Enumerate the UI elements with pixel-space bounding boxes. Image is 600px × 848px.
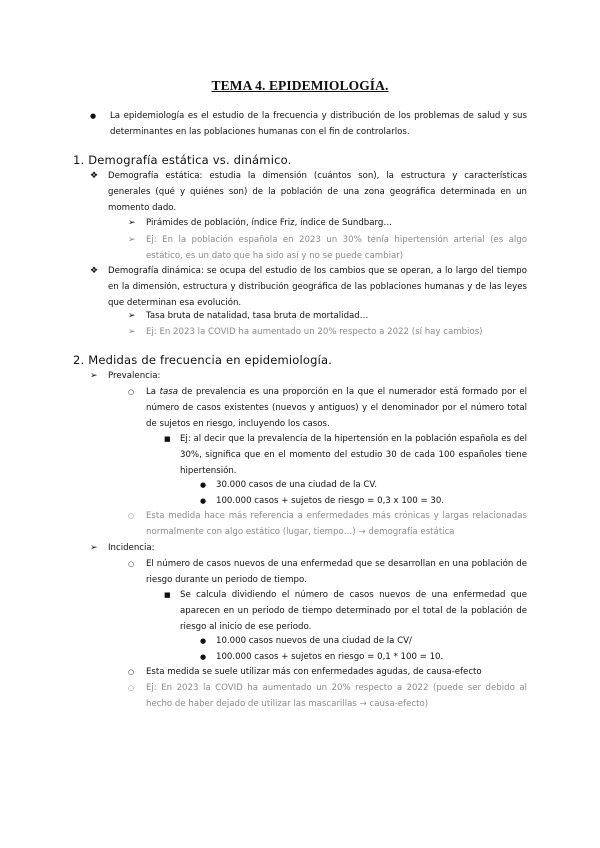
arrow-bullet-icon: ➢ [90,371,98,381]
section-heading-1: 1. Demografía estática vs. dinámico. [73,153,292,167]
tasa-emphasis: tasa [159,387,179,397]
prevalencia-note: Esta medida hace más referencia a enfermedades más crónicas y largas relacionadas normalmente con algo estático (lugar, tiempo…) → demografía estática [146,511,527,537]
incidencia-note-1: Esta medida se suele utilizar más con enfermedades agudas, de causa-efecto [146,667,482,677]
circle-bullet-icon: ○ [128,668,135,676]
dinamica-item-1: Tasa bruta de natalidad, tasa bruta de mortalidad… [146,311,369,321]
bullet-dot-icon: ● [200,497,207,505]
prevalencia-example: Ej: al decir que la prevalencia de la hipertensión en la población española es del 30%, significa que en el momento del estudio 30 de cada 100 españoles tiene hipertensión. [180,434,527,476]
diamond-bullet-icon: ❖ [90,266,99,276]
diamond-bullet-icon: ❖ [90,171,99,181]
prevalencia-definition: La tasa de prevalencia es una proporción en la que el numerador está formado por el número de casos existentes (nuevos y antiguos) y el denominador por el número total de sujetos en riesgo, incluyendo los casos. [146,387,527,429]
square-bullet-icon: ■ [164,591,171,599]
arrow-bullet-icon: ➢ [90,543,98,553]
incidencia-calc-1: 10.000 casos nuevos de una ciudad de la CV/ [216,636,412,646]
prevalencia-calc-2: 100.000 casos + sujetos de riesgo = 0,3 x 100 = 30. [216,496,445,506]
prevalencia-calc-1: 30.000 casos de una ciudad de la CV. [216,480,377,490]
bullet-dot-icon: ● [200,637,207,645]
incidencia-calc: Se calcula dividiendo el número de casos nuevos de una enfermedad que aparecen en un periodo de tiempo determinado por el total de la población de riesgo al inicio de ese periodo. [180,590,527,632]
estatica-item-2: Ej: En la población española en 2023 un 30% tenía hipertensión arterial (es algo estático, es un dato que ha sido así y no se puede cambiar) [146,235,527,261]
dinamica-item-2: Ej: En 2023 la COVID ha aumentado un 20% respecto a 2022 (sí hay cambios) [146,327,483,337]
bullet-dot-icon: ● [200,481,207,489]
circle-bullet-icon: ○ [128,512,135,520]
estatica-item-1: Pirámides de población, índice Friz, índice de Sundbarg… [146,218,392,228]
arrow-bullet-icon: ➢ [128,311,136,321]
dinamica-paragraph: Demografía dinámica: se ocupa del estudio de los cambios que se operan, a lo largo del tiempo en la dimensión, estructura y distribución geográfica de las poblaciones humanas y de las leyes que determinan esa evolución. [108,266,527,308]
incidencia-calc-2: 100.000 casos + sujetos en riesgo = 0,1 * 100 = 10. [216,652,444,662]
prevalencia-label: Prevalencia: [108,371,161,381]
arrow-bullet-icon: ➢ [128,327,136,337]
square-bullet-icon: ■ [164,435,171,443]
circle-bullet-icon: ○ [128,684,135,692]
circle-bullet-icon: ○ [128,560,135,568]
section-heading-2: 2. Medidas de frecuencia en epidemiología. [73,353,333,367]
incidencia-label: Incidencia: [108,543,155,553]
bullet-dot-icon: ● [200,653,207,661]
page-title: TEMA 4. EPIDEMIOLOGÍA. [211,78,389,93]
bullet-dot-icon: ● [90,112,97,120]
incidencia-note-2: Ej: En 2023 la COVID ha aumentado un 20% respecto a 2022 (puede ser debido al hecho de haber dejado de utilizar las mascarillas → causa-efecto) [146,683,527,709]
arrow-bullet-icon: ➢ [128,235,136,245]
arrow-bullet-icon: ➢ [128,218,136,228]
intro-paragraph: La epidemiología es el estudio de la frecuencia y distribución de los problemas de salud y sus determinantes en las poblaciones humanas con el fin de controlarlos. [110,111,527,137]
circle-bullet-icon: ○ [128,388,135,396]
incidencia-definition: El número de casos nuevos de una enfermedad que se desarrollan en una población de riesgo durante un periodo de tiempo. [146,559,527,585]
estatica-paragraph: Demografía estática: estudia la dimensión (cuántos son), la estructura y características generales (qué y quiénes son) de la población de una zona geográfica determinada en un momento dado. [108,171,527,213]
